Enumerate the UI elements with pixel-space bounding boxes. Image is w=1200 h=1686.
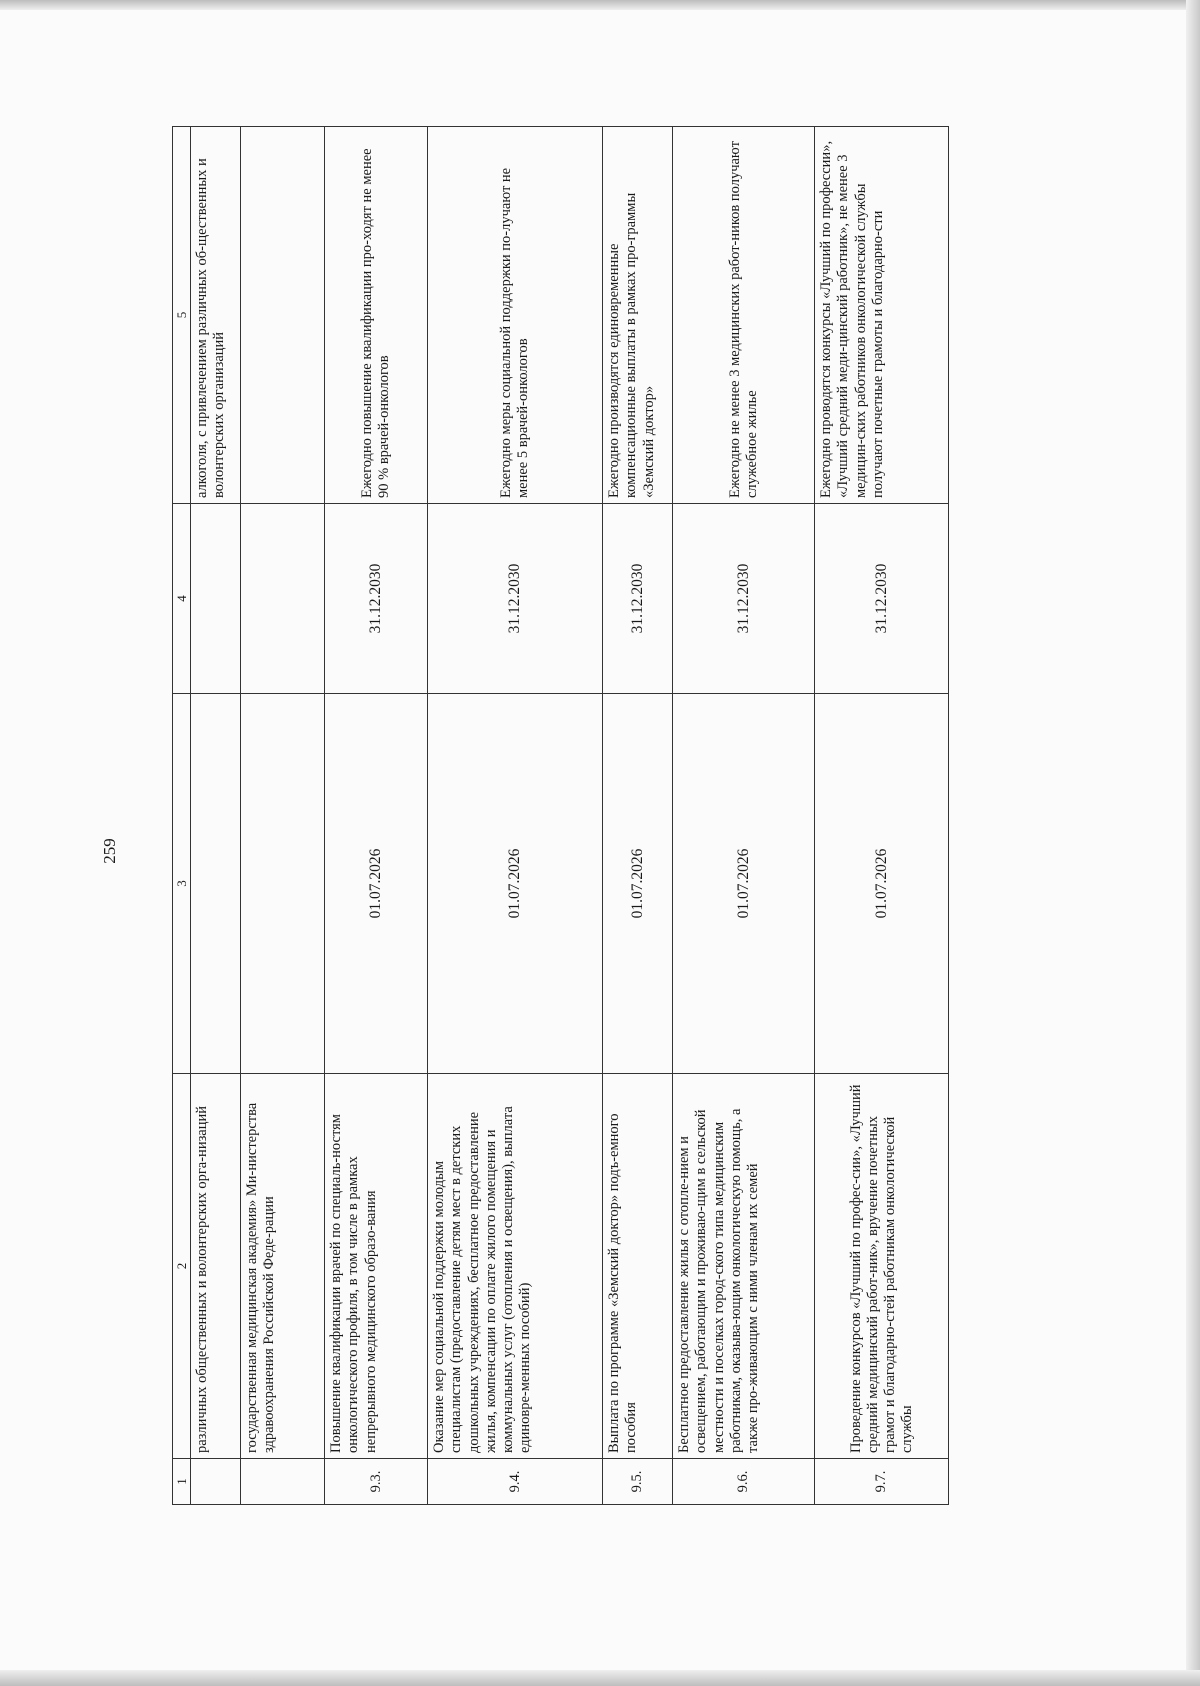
table-row [428, 127, 603, 1505]
row-start-date: 01.07.2026 [325, 694, 428, 1074]
row-measure: Оказание мер социальной поддержки молодым специалистам (предоставление детям мест в детских дошкольных учреждениях, бесплатное предоставление жилья, компенсации по оплате жилого помещения и коммунальных услуг (отопления и освещения), выплата единовре-менных пособий) [428, 1074, 603, 1459]
scan-edge-right [1186, 0, 1200, 1686]
header-col-2: 2 [173, 1074, 191, 1459]
row-result: Ежегодно производятся единовременные компенсационные выплаты в рамках про-граммы «Земский доктор» [603, 127, 673, 504]
scan-edge-top [0, 0, 1200, 10]
header-col-3: 3 [173, 694, 191, 1074]
table-row [325, 127, 428, 1505]
row-measure: Выплата по программе «Земский доктор» подъ-емного пособия [603, 1074, 673, 1459]
row-result: Ежегодно проводятся конкурсы «Лучший по профессии», «Лучший средний меди-цинский работник», не менее 3 медицин-ских работников онкологической службы получают почетные грамоты и благодарно-сти [815, 127, 949, 504]
table-row [191, 127, 241, 1505]
row-end-date: 31.12.2030 [428, 504, 603, 694]
row-result [241, 127, 325, 504]
row-start-date: 01.07.2026 [673, 694, 815, 1074]
row-end-date: 31.12.2030 [603, 504, 673, 694]
rotated-table-container [172, 127, 1051, 1505]
row-start-date: 01.07.2026 [428, 694, 603, 1074]
row-end-date [241, 504, 325, 694]
table-row [603, 127, 673, 1505]
table-header-row [173, 127, 191, 1505]
row-result: Ежегодно повышение квалификации про-ходят не менее 90 % врачей-онкологов [325, 127, 428, 504]
row-number [191, 1459, 241, 1505]
scan-edge-bottom [0, 1670, 1200, 1686]
row-start-date: 01.07.2026 [603, 694, 673, 1074]
row-end-date: 31.12.2030 [673, 504, 815, 694]
row-end-date: 31.12.2030 [325, 504, 428, 694]
row-number: 9.4. [428, 1459, 603, 1505]
row-measure: различных общественных и волонтерских орга-низаций [191, 1074, 241, 1459]
row-result: Ежегодно не менее 3 медицинских работ-ников получают служебное жилье [673, 127, 815, 504]
row-end-date [191, 504, 241, 694]
row-start-date: 01.07.2026 [815, 694, 949, 1074]
row-measure: Бесплатное предоставление жилья с отопле-нием и освещением, работающим и проживаю-щим в сельской местности и поселках город-ского типа медицинским работникам, оказыва-ющим онкологическую помощь, а также про-живающим с ними членам их семей [673, 1074, 815, 1459]
row-result: алкоголя, с привлечением различных об-щественных и волонтерских организаций [191, 127, 241, 504]
row-number [241, 1459, 325, 1505]
header-col-5: 5 [173, 127, 191, 504]
table-row [673, 127, 815, 1505]
row-result: Ежегодно меры социальной поддержки по-лучают не менее 5 врачей-онкологов [428, 127, 603, 504]
row-number: 9.7. [815, 1459, 949, 1505]
table-row [241, 127, 325, 1505]
header-col-1: 1 [173, 1459, 191, 1505]
row-end-date: 31.12.2030 [815, 504, 949, 694]
page-number: 259 [100, 838, 119, 864]
row-measure: Проведение конкурсов «Лучший по профес-сии», «Лучший средний медицинский работ-ник», вручение почетных грамот и благодарно-стей работникам онкологической службы [815, 1074, 949, 1459]
measures-table [172, 126, 949, 1505]
row-measure: государственная медицинская академия» Ми-нистерства здравоохранения Российской Феде-рации [241, 1074, 325, 1459]
row-number: 9.3. [325, 1459, 428, 1505]
row-start-date [241, 694, 325, 1074]
row-measure: Повышение квалификации врачей по специаль-ностям онкологического профиля, в том числе в рамках непрерывного медицинского образо-вания [325, 1074, 428, 1459]
row-number: 9.5. [603, 1459, 673, 1505]
header-col-4: 4 [173, 504, 191, 694]
row-number: 9.6. [673, 1459, 815, 1505]
table-row [815, 127, 949, 1505]
row-start-date [191, 694, 241, 1074]
